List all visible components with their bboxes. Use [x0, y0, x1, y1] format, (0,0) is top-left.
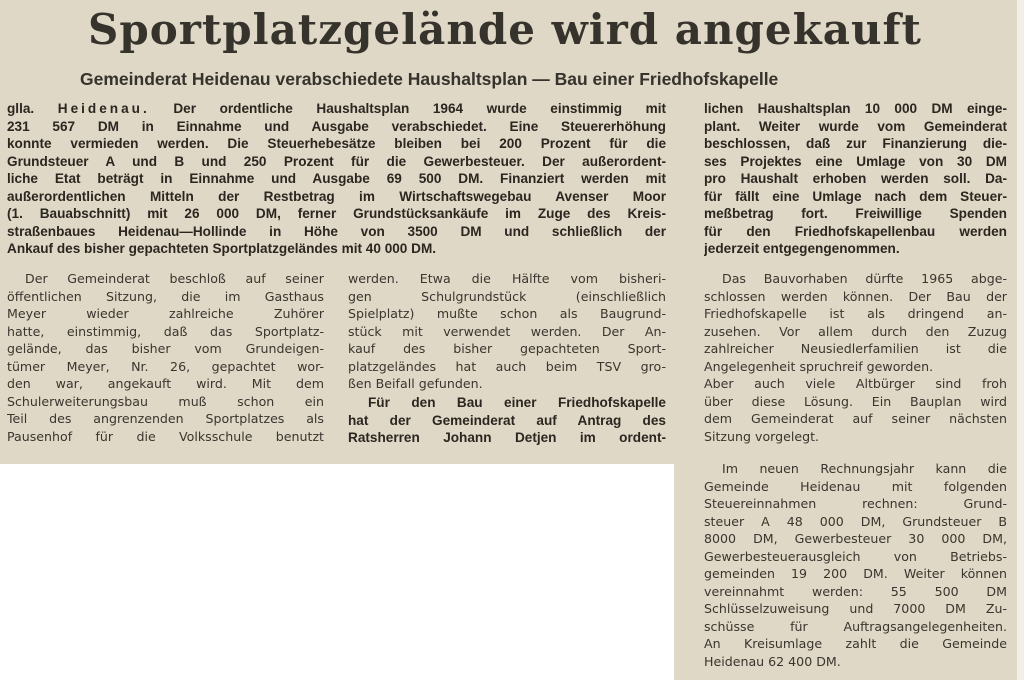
- text-line: meßbetrag fort. Freiwillige Spenden: [704, 206, 1007, 221]
- text-line: Aber auch viele Altbürger sind froh: [704, 376, 1007, 391]
- text-line: zusehen. Vor allem durch den Zuzug: [704, 323, 1007, 339]
- clipping-right-edge: [1017, 0, 1024, 680]
- column-3-part-b: [704, 460, 1007, 670]
- dateline-place: Heidenau.: [57, 101, 150, 116]
- text-line: ßen Beifall gefunden.: [348, 376, 483, 391]
- text-line: gen Schulgrundstück (einschließlich: [348, 288, 666, 304]
- text-line: Meyer wieder zahlreiche Zuhörer: [7, 306, 324, 321]
- text-line: für fällt eine Umlage nach dem Steuer-: [704, 188, 1007, 204]
- text-line: schüsse für Auftragsangelegenheiten.: [704, 618, 1007, 634]
- column-3-part-a: [704, 270, 1007, 445]
- text-line: Im neuen Rechnungsjahr kann die: [722, 461, 1007, 476]
- lead-paragraph: [7, 100, 666, 258]
- lead-first-line: [7, 100, 666, 118]
- text-line: jederzeit entgegengenommen.: [704, 241, 900, 256]
- text-line: Sitzung vorgelegt.: [704, 428, 820, 444]
- headline: Sportplatzgelände wird angekauft: [88, 5, 922, 54]
- text-line: hatte, einstimmig, daß das Sportplatz-: [7, 323, 324, 339]
- text-line: Pausenhof für die Volksschule benutzt: [7, 428, 324, 444]
- column-1: [7, 270, 324, 445]
- blank-area: [0, 464, 674, 680]
- text-line: Spielplatz) mußte schon als Baugrund-: [348, 306, 666, 321]
- text-line: kauf des bisher gepachteten Sport-: [348, 341, 666, 356]
- text-line: liche Etat beträgt in Einnahme und Ausgabe 69 500 DM. Finanziert werden mit: [7, 171, 666, 186]
- text-line: ses Projektes eine Umlage von 30 DM: [704, 153, 1007, 169]
- column-3-bold: [704, 100, 1007, 258]
- text-line: Steuereinnahmen rechnen: Grund-: [704, 496, 1007, 511]
- text-line: Friedhofskapelle ist als dringend an-: [704, 306, 1007, 321]
- text-line: konnte vermieden werden. Die Steuerhebesätze bleiben bei 200 Prozent für die: [7, 136, 666, 151]
- lead-first-line-text: Der ordentliche Haushaltsplan 1964 wurde einstimmig mit: [173, 101, 666, 116]
- text-line: Angelegenheit spruchreif geworden.: [704, 358, 934, 374]
- text-line: schlossen werden können. Der Bau der: [704, 288, 1007, 304]
- text-line: 231 567 DM in Einnahme und Ausgabe verabschiedet. Eine Steuererhöhung: [7, 118, 666, 134]
- text-line: platzgeländes hat auch beim TSV gro-: [348, 358, 666, 374]
- text-line: dem Gemeinderat auf seiner nächsten: [704, 411, 1007, 426]
- text-line: 8000 DM, Gewerbesteuer 30 000 DM,: [704, 531, 1007, 546]
- text-line: plant. Weiter wurde vom Gemeinderat: [704, 118, 1007, 134]
- text-line: zahlreicher Neusiedlerfamilien ist die: [704, 341, 1007, 356]
- text-line: tümer Meyer, Nr. 26, gepachtet wor-: [7, 358, 324, 374]
- text-line: Teil des angrenzenden Sportplatzes als: [7, 411, 324, 426]
- text-line: Für den Bau einer Friedhofskapelle: [368, 395, 666, 410]
- text-line: beschlossen, daß zur Finanzierung die-: [704, 136, 1007, 151]
- text-line: Gewerbesteuerausgleich von Betriebs-: [704, 548, 1007, 564]
- text-line: Ratsherren Johann Detjen im ordent-: [348, 430, 666, 445]
- text-line: Schulerweiterungsbau muß schon ein: [7, 393, 324, 409]
- text-line: für den Friedhofskapellenbau werden: [704, 223, 1007, 239]
- text-line: außerordentlichen Mitteln der Restbetrag im Wirtschaftswegebau Avenser Moor: [7, 188, 666, 204]
- text-line: lichen Haushaltsplan 10 000 DM einge-: [704, 101, 1007, 116]
- text-line: gemeinden 19 200 DM. Weiter können: [704, 566, 1007, 581]
- text-line: straßenbaues Heidenau—Hollinde in Höhe von 3500 DM und schließlich der: [7, 223, 666, 239]
- text-line: den war, angekauft wird. Mit dem: [7, 376, 324, 391]
- text-line: Das Bauvorhaben dürfte 1965 abge-: [722, 271, 1007, 286]
- text-line: Ankauf des bisher gepachteten Sportplatzgeländes mit 40 000 DM.: [7, 241, 437, 256]
- text-line: Grundsteuer A und B und 250 Prozent für die Gewerbesteuer. Der außerordent-: [7, 153, 666, 169]
- text-line: hat der Gemeinderat auf Antrag des: [348, 412, 666, 428]
- text-line: Schlüsselzuweisung und 7000 DM Zu-: [704, 601, 1007, 616]
- text-line: Der Gemeinderat beschloß auf seiner: [25, 271, 324, 286]
- text-line: öffentlichen Sitzung, die im Gasthaus: [7, 288, 324, 304]
- dateline-author: glla.: [7, 101, 35, 116]
- text-line: An Kreisumlage zahlt die Gemeinde: [704, 636, 1007, 651]
- column-2: [348, 270, 666, 393]
- text-line: Gemeinde Heidenau mit folgenden: [704, 478, 1007, 494]
- text-line: über diese Lösung. Ein Bauplan wird: [704, 393, 1007, 409]
- text-line: steuer A 48 000 DM, Grundsteuer B: [704, 513, 1007, 529]
- text-line: Heidenau 62 400 DM.: [704, 653, 841, 669]
- text-line: gelände, das bisher vom Grundeigen-: [7, 341, 324, 356]
- subheadline: Gemeinderat Heidenau verabschiedete Haushaltsplan — Bau einer Friedhofskapelle: [80, 69, 779, 89]
- text-line: pro Haushalt erhoben werden soll. Da-: [704, 171, 1007, 186]
- text-line: (1. Bauabschnitt) mit 26 000 DM, ferner Grundstücksankäufe im Zuge des Kreis-: [7, 206, 666, 221]
- column-2-bold: [348, 394, 666, 447]
- text-line: vereinnahmt werden: 55 500 DM: [704, 583, 1007, 599]
- text-line: werden. Etwa die Hälfte vom bisheri-: [348, 271, 666, 286]
- text-line: stück mit verwendet werden. Der An-: [348, 323, 666, 339]
